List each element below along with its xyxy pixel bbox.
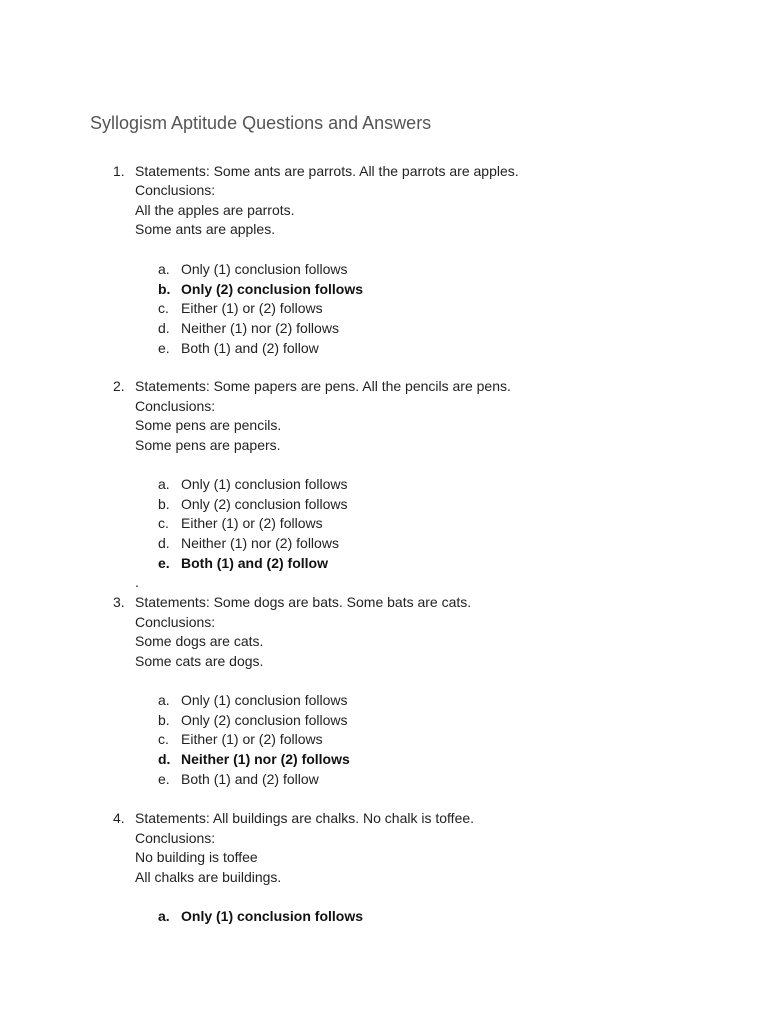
correct-option-text: Only (1) conclusion follows — [181, 908, 364, 924]
option-text: Neither (1) nor (2) follows — [181, 320, 339, 336]
question-number: 4. — [113, 810, 125, 826]
conclusion-1: No building is toffee — [135, 849, 258, 865]
option-text: Only (1) conclusion follows — [181, 476, 348, 492]
option-letter: e. — [158, 340, 170, 356]
conclusions-label: Conclusions: — [135, 830, 216, 846]
conclusion-2: Some cats are dogs. — [135, 653, 264, 669]
correct-option-letter: b. — [158, 281, 171, 297]
option-letter: c. — [158, 300, 169, 316]
option-text: Only (2) conclusion follows — [181, 496, 348, 512]
option-text: Only (2) conclusion follows — [181, 712, 348, 728]
question-number: 1. — [113, 163, 125, 179]
option-letter: d. — [158, 535, 170, 551]
conclusions-label: Conclusions: — [135, 614, 216, 630]
statement-text: Statements: All buildings are chalks. No chalk is toffee. — [135, 810, 475, 826]
conclusion-2: Some pens are papers. — [135, 437, 281, 453]
option-text: Neither (1) nor (2) follows — [181, 535, 339, 551]
option-letter: c. — [158, 731, 169, 747]
option-text: Both (1) and (2) follow — [181, 340, 319, 356]
option-text: Only (1) conclusion follows — [181, 261, 348, 277]
statement-text: Statements: Some dogs are bats. Some bats are cats. — [135, 594, 472, 610]
conclusions-label: Conclusions: — [135, 398, 216, 414]
option-text: Either (1) or (2) follows — [181, 731, 323, 747]
correct-option-letter: a. — [158, 908, 170, 924]
option-text: Either (1) or (2) follows — [181, 300, 323, 316]
question-number: 2. — [113, 378, 125, 394]
statement-text: Statements: Some papers are pens. All the pencils are pens. — [135, 378, 511, 394]
option-letter: c. — [158, 515, 169, 531]
conclusion-2: All chalks are buildings. — [135, 869, 282, 885]
conclusion-2: Some ants are apples. — [135, 221, 276, 237]
statement-text: Statements: Some ants are parrots. All the parrots are apples. — [135, 163, 519, 179]
question-number: 3. — [113, 594, 125, 610]
option-letter: a. — [158, 261, 170, 277]
correct-option-text: Both (1) and (2) follow — [181, 555, 328, 571]
option-text: Only (1) conclusion follows — [181, 692, 348, 708]
conclusion-1: Some pens are pencils. — [135, 417, 282, 433]
option-letter: b. — [158, 496, 170, 512]
conclusion-1: All the apples are parrots. — [135, 202, 295, 218]
option-letter: e. — [158, 771, 170, 787]
conclusions-label: Conclusions: — [135, 182, 216, 198]
page-title: Syllogism Aptitude Questions and Answers — [90, 113, 432, 133]
correct-option-letter: e. — [158, 555, 170, 571]
correct-option-text: Only (2) conclusion follows — [181, 281, 364, 297]
correct-option-letter: d. — [158, 751, 171, 767]
option-text: Either (1) or (2) follows — [181, 515, 323, 531]
option-letter: b. — [158, 712, 170, 728]
option-text: Both (1) and (2) follow — [181, 771, 319, 787]
option-letter: a. — [158, 476, 170, 492]
option-letter: a. — [158, 692, 170, 708]
conclusion-1: Some dogs are cats. — [135, 633, 264, 649]
correct-option-text: Neither (1) nor (2) follows — [181, 751, 350, 767]
stray-period: . — [135, 574, 139, 590]
option-letter: d. — [158, 320, 170, 336]
